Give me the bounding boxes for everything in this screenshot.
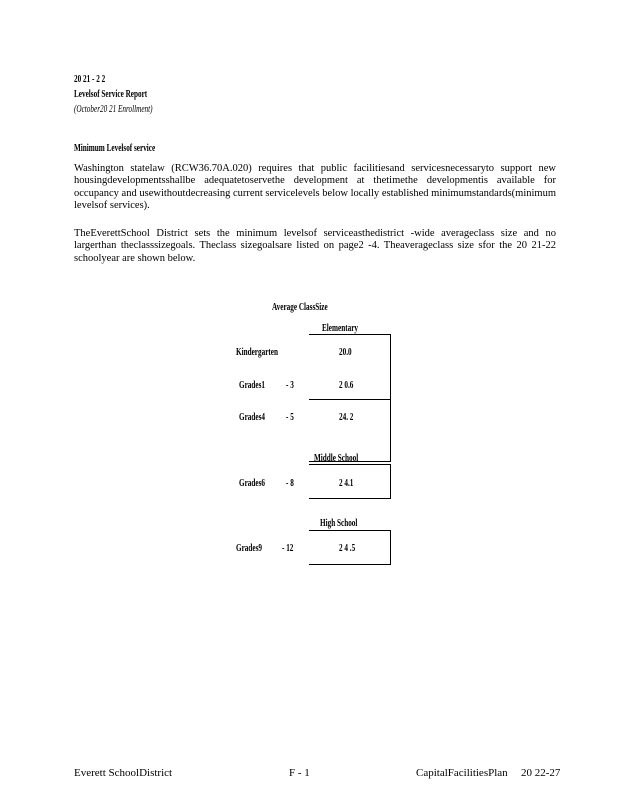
report-subtitle: (October20 21 Enrollment)	[74, 104, 153, 115]
row-grade-range: - 3	[286, 380, 294, 391]
section-heading: Minimum Levelsof service	[74, 143, 156, 154]
report-year: 20 21 - 2 2	[74, 74, 106, 85]
row-grade-range: - 8	[286, 478, 294, 489]
row-grade-range: - 12	[282, 543, 294, 554]
row-value: 20.0	[339, 347, 352, 358]
report-title: Levelsof Service Report	[74, 89, 148, 100]
row-value: 2 0.6	[339, 380, 354, 391]
row-grade-label: Grades1	[239, 380, 265, 391]
elementary-divider	[309, 399, 390, 400]
row-value: 24. 2	[339, 412, 354, 423]
row-grade-label: Kindergarten	[236, 347, 278, 358]
group-label-elementary: Elementary	[322, 323, 358, 334]
group-label-high-school: High School	[320, 518, 358, 529]
footer-page-number: F - 1	[289, 767, 310, 779]
footer-plan-title: CapitalFacilitiesPlan	[416, 767, 508, 779]
paragraph-state-law: Washington statelaw (RCW36.70A.020) requires that public facilitiesand servicesnecessaryto support new housingdevelopmentsshallbe adequatetoservethe development at thetimethe developmentis available for occupancy and usewithoutdecreasing current servicelevels below locally established minimumstandards(minimum levelsof services).	[74, 163, 556, 212]
row-grade-label: Grades9	[236, 543, 262, 554]
group-label-middle-school: Middle School	[314, 453, 359, 464]
row-grade-label: Grades6	[239, 478, 265, 489]
footer-district: Everett SchoolDistrict	[74, 767, 173, 779]
paragraph-district-levels: TheEverettSchool District sets the minimum levelsof serviceasthedistrict -wide averageclass size and no largerthan theclasssizegoals. Theclass sizegoalsare listed on page2 -4. Theaverageclass size sfor the 20 21-22 schoolyear are shown below.	[74, 228, 556, 264]
row-grade-label: Grades4	[239, 412, 265, 423]
row-value: 2 4.1	[339, 478, 354, 489]
table-title: Average ClassSize	[272, 302, 328, 313]
row-value: 2 4 .5	[339, 543, 356, 554]
row-grade-range: - 5	[286, 412, 294, 423]
footer-plan-years: 20 22-27	[521, 767, 561, 779]
